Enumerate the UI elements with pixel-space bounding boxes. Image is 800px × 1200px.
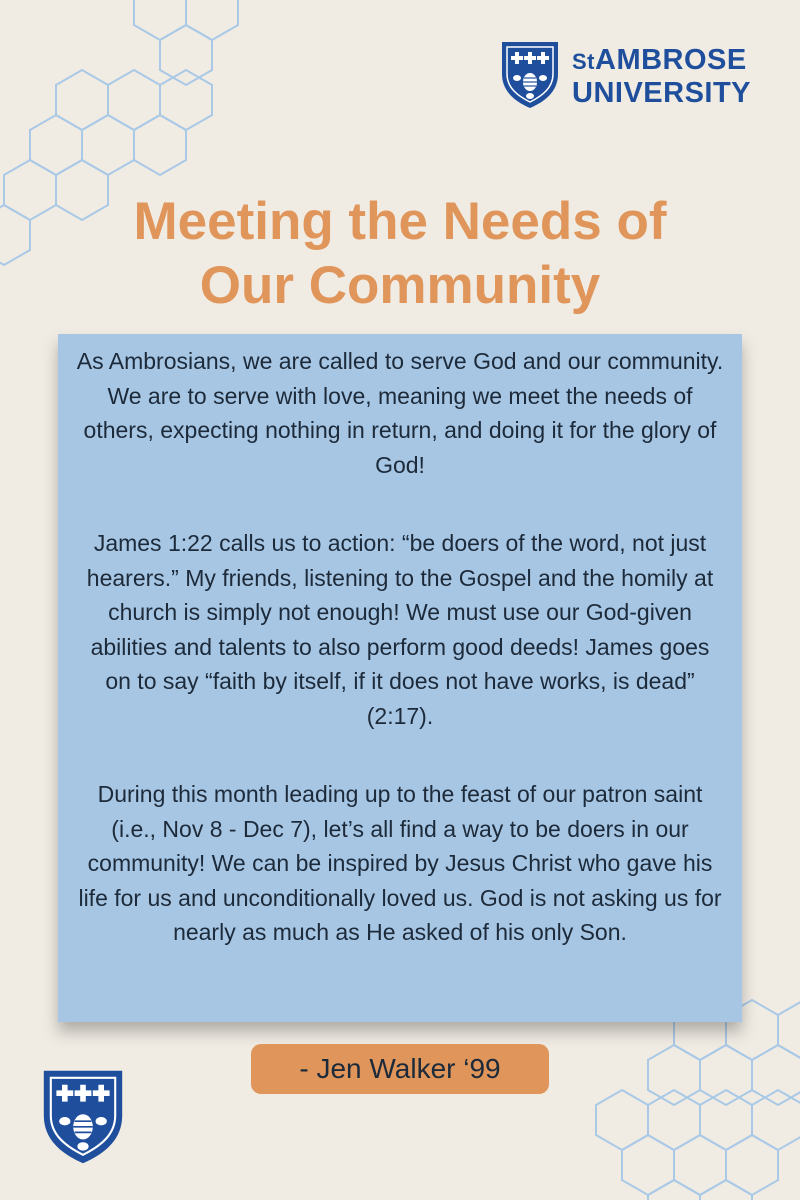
university-logo <box>500 40 770 112</box>
page-title-line1: Meeting the Needs of <box>133 192 667 251</box>
body-paragraph-3: During this month leading up to the feast of our patron saint (i.e., Nov 8 - Dec 7), let’s all find a way to be doers in our community! We can be inspired by Jesus Christ who gave his life for us and unconditionally loved us. God is not asking us for nearly as much as He asked of his only Son. <box>78 781 722 945</box>
university-name-line1 <box>572 44 751 78</box>
university-shield-icon <box>500 40 560 110</box>
author-signature: - Jen Walker ‘99 <box>251 1044 549 1094</box>
university-name-line2: UNIVERSITY <box>572 77 752 109</box>
crest-icon <box>40 1068 126 1166</box>
body-paragraph-1: As Ambrosians, we are called to serve God and our community. We are to serve with love, meaning we meet the needs of others, expecting nothing in return, and doing it for the glory of God! <box>76 348 724 478</box>
hexagon-pattern-bottom-right <box>596 1000 800 1200</box>
body-paragraph-2: James 1:22 calls us to action: “be doers of the word, not just hearers.” My friends, listening to the Gospel and the homily at church is simply not enough! We must use our God-given abilities and talents to also perform good deeds! James goes on to say “faith by itself, if it does not have works, is dead” (2:17). <box>86 530 714 729</box>
message-panel <box>58 334 742 1022</box>
page-title <box>40 190 760 318</box>
university-name-ambrose: AMBROSE <box>595 44 747 76</box>
university-name-st: St <box>572 49 595 74</box>
university-name <box>572 44 751 109</box>
page-title-line2: Our Community <box>199 256 601 315</box>
